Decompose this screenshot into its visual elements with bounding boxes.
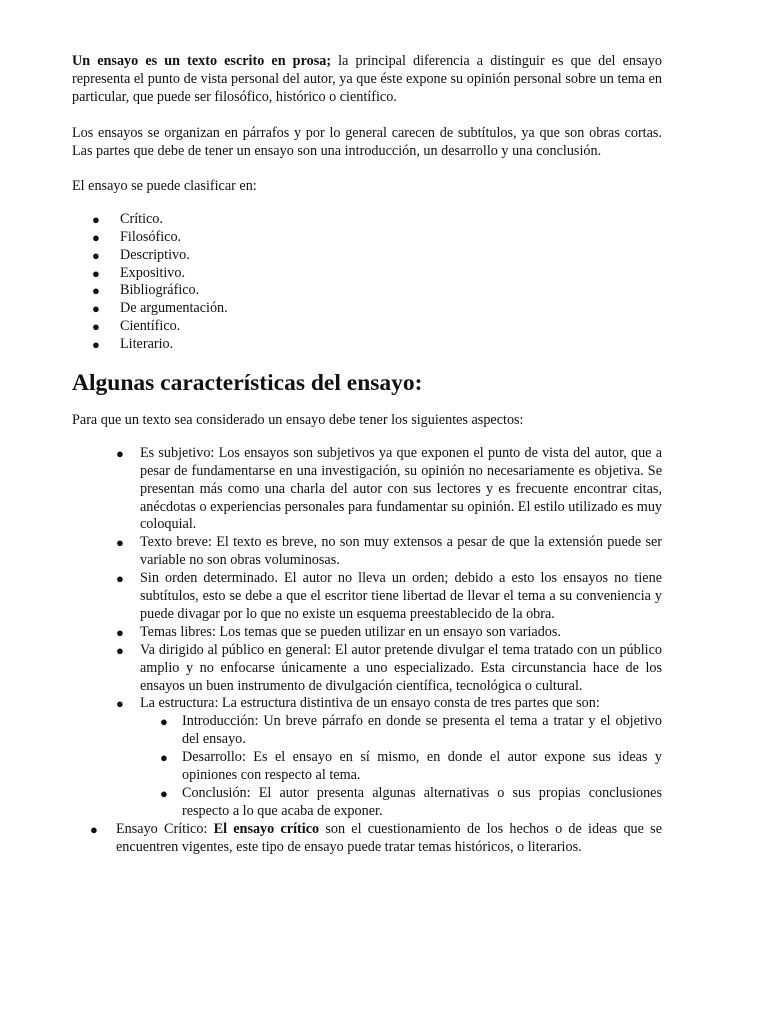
list-item: ● Crítico. — [92, 211, 163, 228]
intro-rest: la principal diferencia a distinguir es que del ensayo representa el punto de vista personal del autor, ya que éste expone su opinión personal sobre un tema en particular, que puede ser filosófico, histórico o científico. — [72, 53, 662, 106]
critical-essay-list — [90, 821, 662, 857]
bullet-icon: ● — [116, 624, 124, 640]
list-item: ● Temas libres: Los temas que se pueden utilizar en un ensayo son variados. — [116, 623, 561, 640]
bullet-icon: ● — [92, 230, 100, 246]
bullet-icon: ● — [92, 336, 100, 352]
bullet-icon: ● — [92, 301, 100, 317]
aspects-intro: Para que un texto sea considerado un ensayo debe tener los siguientes aspectos: — [72, 411, 524, 428]
bullet-icon: ● — [90, 821, 98, 837]
list-item — [116, 695, 662, 820]
list-item: ● Expositivo. — [92, 264, 186, 281]
list-item: ● Conclusión: El autor presenta algunas alternativas o sus propias conclusiones respecto a lo que acaba de exponer. — [160, 785, 662, 819]
list-item — [90, 821, 662, 857]
list-item: ● Texto breve: El texto es breve, no son muy extensos a pesar de que la extensión puede ser variable no son obras voluminosas. — [116, 534, 662, 569]
bullet-icon: ● — [160, 714, 168, 730]
list-item: ● Científico. — [92, 318, 181, 334]
classification-list — [92, 211, 662, 353]
bullet-icon: ● — [160, 750, 168, 766]
list-item: ● Es subjetivo: Los ensayos son subjetivos ya que exponen el punto de vista del autor, que a pesar de fundamentarse en una investigación, su opinión no necesariamente es objetiva. Se presentan más como una charla del autor con sus lectores y es frecuente encontrar citas, anécdotas o experiencias personales para fundamentar su opinión. El estilo utilizado es muy coloquial. — [116, 444, 663, 533]
intro-bold-lead: Un ensayo es un texto escrito en prosa; — [72, 53, 332, 69]
list-item: ● Descriptivo. — [92, 246, 190, 263]
structure-parts-list — [160, 713, 662, 820]
critical-rest: son el cuestionamiento de los hechos o de ideas que se encuentren vigentes, este tipo de ensayo puede tratar temas históricos, o literarios. — [116, 820, 662, 855]
section-heading: Algunas características del ensayo: — [72, 369, 423, 396]
list-item: ● Bibliográfico. — [92, 282, 200, 299]
critical-bold: El ensayo crítico — [213, 820, 320, 837]
list-item: ● Sin orden determinado. El autor no lleva un orden; debido a esto los ensayos no tiene subtítulos, esto se debe a que el escritor tiene libertad de llevar el tema a su conveniencia y puede divagar por lo que no existe un esquema preestablecido de la obra. — [116, 570, 662, 622]
intro-paragraph — [72, 52, 662, 107]
list-item: ● De argumentación. — [92, 300, 228, 317]
bullet-icon: ● — [160, 786, 168, 802]
bullet-icon: ● — [116, 696, 124, 712]
structure-label: La estructura: La estructura distintiva de un ensayo consta de tres partes que son: — [140, 695, 600, 712]
bullet-icon: ● — [116, 535, 124, 551]
bullet-icon: ● — [116, 571, 124, 587]
organization-paragraph: Los ensayos se organizan en párrafos y por lo general carecen de subtítulos, ya que son obras cortas. Las partes que debe de tener un ensayo son una introducción, un desarrollo y una conclusión. — [72, 124, 662, 159]
list-item: ● Desarrollo: Es el ensayo en sí mismo, en donde el autor expone sus ideas y opiniones con respecto al tema. — [160, 749, 662, 784]
bullet-icon: ● — [116, 642, 124, 658]
bullet-icon: ● — [92, 283, 100, 299]
aspects-list — [116, 445, 662, 821]
critical-prefix: Ensayo Crítico: — [116, 820, 214, 837]
list-item: ● Filosófico. — [92, 229, 182, 246]
bullet-icon: ● — [116, 445, 124, 461]
document-page — [72, 52, 662, 857]
list-item: ● Introducción: Un breve párrafo en donde se presenta el tema a tratar y el objetivo del ensayo. — [160, 713, 662, 748]
bullet-icon: ● — [92, 247, 100, 263]
bullet-icon: ● — [92, 319, 100, 334]
classification-intro: El ensayo se puede clasificar en: — [72, 178, 257, 195]
list-item: ● Va dirigido al público en general: El autor pretende divulgar el tema tratado con un público amplio y no enfocarse únicamente a uno especializado. Esta circunstancia hace de los ensayos un buen instrumento de divulgación científica, tecnológica o cultural. — [116, 641, 662, 694]
bullet-icon: ● — [92, 265, 100, 281]
bullet-icon: ● — [92, 212, 100, 228]
list-item: ● Literario. — [92, 335, 174, 352]
